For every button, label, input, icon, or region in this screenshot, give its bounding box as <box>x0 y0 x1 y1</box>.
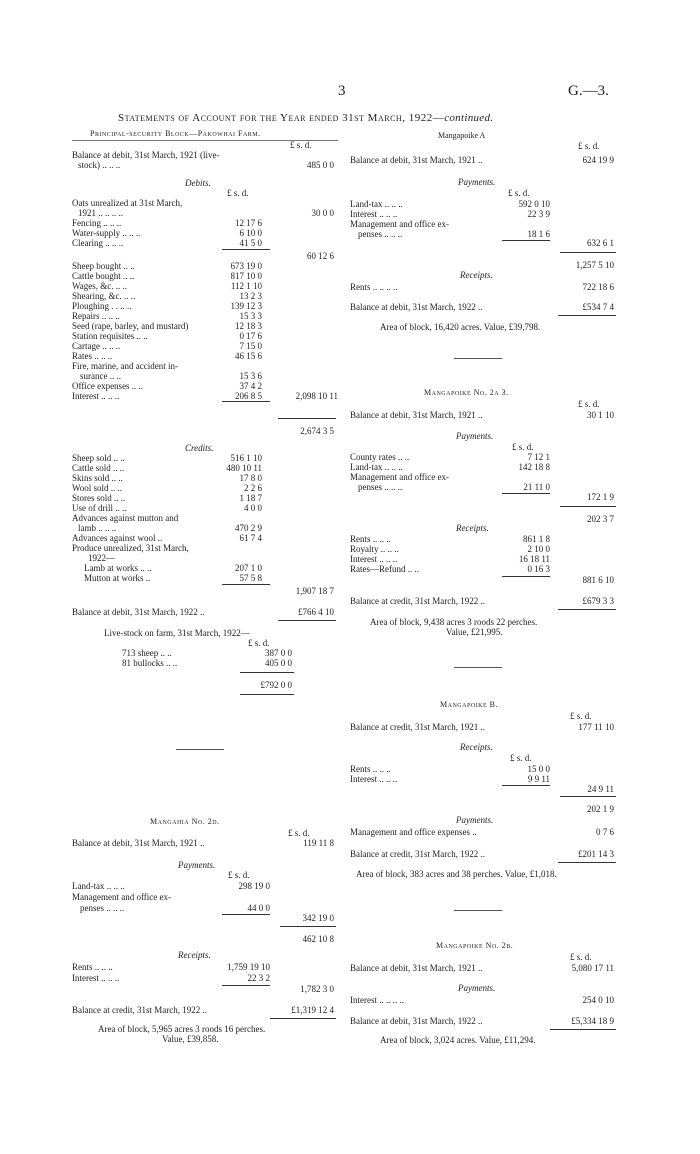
ledger-row <box>72 563 342 573</box>
landtax-amount: 592 0 10 <box>518 199 550 209</box>
ledger-amount: 480 10 11 <box>226 463 262 473</box>
section-separator <box>176 749 224 750</box>
ledger-row <box>72 321 342 331</box>
closing-balance-amount: £679 3 3 <box>582 596 614 606</box>
closing-balance-label: Balance at credit, 31st March, 1922 .. <box>72 1005 207 1015</box>
ledger-row <box>72 553 342 563</box>
payments-heading: Payments. <box>456 815 494 825</box>
ledger-amount: 139 12 3 <box>230 301 262 311</box>
closing-balance-label: Balance at debit, 31st March, 1922 .. <box>72 607 205 617</box>
interest-amount: 22 3 9 <box>527 209 550 219</box>
county-rates-label: County rates .. .. <box>350 452 410 462</box>
payments-heading: Payments. <box>456 431 494 441</box>
ledger-row <box>72 301 342 311</box>
interest-amount: 254 0 10 <box>582 995 614 1005</box>
interest-amount: 22 3 2 <box>247 973 270 983</box>
ledger-amount: 37 4 2 <box>239 381 262 391</box>
opening-balance-label: Balance at debit, 31st March, 1921 .. <box>72 838 205 848</box>
rents-amount: 1,759 19 10 <box>227 962 270 972</box>
ledger-label: Sheep bought .. .. <box>72 261 135 271</box>
area-note: Area of block, 3,024 acres. Value, £11,294. <box>380 1035 536 1045</box>
ledger-row <box>72 261 342 271</box>
livestock-column-headings: £ s. d. <box>248 638 270 648</box>
section-title-mangapoike-2b: Mangapoike No. 2b. <box>436 941 514 950</box>
ledger-row <box>72 238 342 248</box>
ledger-label: Mutton at works .. <box>84 573 151 583</box>
ledger-label: 1922— <box>88 553 115 563</box>
ledger-amount: 470 2 9 <box>235 523 262 533</box>
ledger-label: Water-supply .. .. .. <box>72 228 141 238</box>
livestock-sheep-amount: 387 0 0 <box>265 648 292 658</box>
value-note: Value, £21,995. <box>446 627 503 637</box>
ledger-label: Advances against wool .. <box>72 533 163 543</box>
interest-label: Interest .. .. .. <box>350 774 398 784</box>
ledger-row <box>72 228 342 238</box>
ledger-amount: 673 19 0 <box>230 261 262 271</box>
receipt-items <box>350 534 620 574</box>
opening-balance-label-cont: stock) .. .. .. <box>78 160 121 170</box>
ledger-label: Rents .. .. .. <box>350 534 391 544</box>
opening-balance-amount: 177 11 10 <box>578 722 614 732</box>
ledger-amount: 41 5 0 <box>239 238 262 248</box>
receipts-heading: Receipts. <box>178 950 211 960</box>
subtotal-rule <box>240 672 294 673</box>
closing-balance-label: Balance at debit, 31st March, 1922 .. <box>350 1016 483 1026</box>
ledger-label: Cattle sold .. .. <box>72 463 125 473</box>
ledger-row <box>72 341 342 351</box>
page-title <box>118 113 493 123</box>
ledger-amount: 112 1 10 <box>230 281 262 291</box>
ledger-label: Cattle bought .. .. <box>72 271 135 281</box>
area-note: Area of block, 5,965 acres 3 roods 16 perches. <box>98 1024 266 1034</box>
ledger-row <box>72 361 342 371</box>
livestock-sheep-label: 713 sheep .. .. <box>122 648 172 658</box>
subtotal-rule <box>222 401 270 402</box>
ledger-label: Royalty .. .. .. <box>350 544 399 554</box>
ledger-amount: 15 3 6 <box>239 371 262 381</box>
column-headings: £ s. d. <box>290 140 312 150</box>
interest-label: Interest .. .. .. .. <box>350 995 404 1005</box>
ledger-label: Interest .. .. .. <box>350 554 398 564</box>
ledger-row <box>350 544 620 554</box>
ledger-amount: 15 3 3 <box>239 311 262 321</box>
ledger-row <box>72 463 342 473</box>
ledger-amount: 2 10 0 <box>527 544 550 554</box>
ledger-amount: 516 1 10 <box>230 453 262 463</box>
receipts-column-headings: £ s. d. <box>510 753 532 763</box>
rents-amount: 722 18 6 <box>582 282 614 292</box>
debits-total: 2,098 10 11 <box>295 391 338 401</box>
ledger-row <box>72 271 342 281</box>
landtax-label: Land-tax .. .. .. <box>72 881 125 891</box>
interest-label: Interest .. .. .. <box>350 209 398 219</box>
total-rule <box>278 418 336 419</box>
section-title-mangapoike-a: Mangapoike A <box>438 131 486 140</box>
page-number: 3 <box>338 83 346 99</box>
subtotal-rule <box>222 584 270 585</box>
debits-column-headings: £ s. d. <box>227 188 249 198</box>
ledger-row <box>72 381 342 391</box>
subtotal: 202 1 9 <box>587 804 614 814</box>
rents-label: Rents .. .. .. <box>72 962 113 972</box>
total-rule <box>560 796 616 797</box>
page-title-continued: continued. <box>444 112 494 124</box>
section-separator <box>454 667 502 668</box>
ledger-label: Clearing .. .. .. <box>72 238 124 248</box>
interest-label: Interest .. .. .. <box>72 973 120 983</box>
ledger-row <box>72 453 342 463</box>
ledger-label: Lamb at works .. .. <box>84 563 152 573</box>
ledger-row <box>72 483 342 493</box>
ledger-label: Stores sold .. .. <box>72 493 126 503</box>
subtotal: 202 3 7 <box>587 514 614 524</box>
ledger-amount: 4 0 0 <box>244 503 262 513</box>
closing-balance-amount: £1,319 12 4 <box>291 1005 334 1015</box>
section-separator <box>454 910 502 911</box>
closing-balance-amount: £201 14 3 <box>578 849 614 859</box>
management-amount: 44 0 0 <box>247 903 270 913</box>
ledger-label: Advances against mutton and <box>72 513 179 523</box>
subtotal-rule <box>502 240 550 241</box>
ledger-label: Seed (rape, barley, and mustard) <box>72 321 189 331</box>
management-amount: 0 7 6 <box>596 827 614 837</box>
ledger-label: Wool sold .. .. <box>72 483 123 493</box>
ledger-row <box>72 523 342 533</box>
landtax-label: Land-tax .. .. .. <box>350 199 403 209</box>
closing-balance-label: Balance at credit, 31st March, 1922 .. <box>350 849 485 859</box>
total-rule <box>558 862 616 863</box>
closing-balance-amount: £766 4 10 <box>298 607 334 617</box>
section-title-pakowhai: Principal-security Block—Pakowhai Farm. <box>90 129 261 138</box>
credits-total: 1,907 18 7 <box>295 586 334 596</box>
ledger-amount: 61 7 4 <box>239 533 262 543</box>
column-headings: £ s. d. <box>578 141 600 151</box>
page-title-text: Statements of Account for the Year ended 31st March, 1922— <box>118 112 445 124</box>
section-separator <box>454 358 502 359</box>
receipts-total: 881 6 10 <box>582 575 614 585</box>
landtax-amount: 298 19 0 <box>238 881 270 891</box>
opening-balance-label: Balance at debit, 31st March, 1921 .. <box>350 155 483 165</box>
receipts-total: 1,782 3 0 <box>300 984 334 994</box>
ledger-amount: 12 18 3 <box>235 321 262 331</box>
ledger-label: Sheep sold .. .. <box>72 453 125 463</box>
subtotal-rule <box>222 249 270 250</box>
grand-debits-total: 2,674 3 5 <box>300 426 334 436</box>
ledger-row <box>350 564 620 574</box>
management-amount: 18 1 6 <box>527 229 550 239</box>
ledger-amount: 817 10 0 <box>230 271 262 281</box>
value-note: Value, £39,858. <box>162 1034 219 1044</box>
section-title-mangapoike-2a3: Mangapoike No. 2a 3. <box>424 388 509 397</box>
subtotal-rule <box>222 985 270 986</box>
ledger-row <box>72 331 342 341</box>
area-note: Area of block, 16,420 acres. Value, £39,798. <box>380 322 541 332</box>
ledger-row <box>72 291 342 301</box>
receipts-heading: Receipts. <box>460 270 493 280</box>
ledger-row <box>72 311 342 321</box>
livestock-bullocks-amount: 405 0 0 <box>265 658 292 668</box>
ledger-row <box>72 543 342 553</box>
subtotal-rule <box>502 576 550 577</box>
opening-balance-label: Balance at debit, 31st March, 1921 (live- <box>72 150 220 160</box>
management-label-cont: penses .. .. .. <box>358 482 403 492</box>
total-rule <box>278 620 336 621</box>
management-label: Management and office ex- <box>350 472 450 482</box>
ledger-row <box>72 493 342 503</box>
column-headings: £ s. d. <box>570 711 592 721</box>
rents-label: Rents .. .. .. <box>350 764 391 774</box>
total-rule <box>560 252 616 253</box>
receipts-heading: Receipts. <box>456 523 489 533</box>
section-title-mangapoike-b: Mangapoike B. <box>440 700 498 709</box>
ledger-label: lamb .. .. .. <box>78 523 117 533</box>
subtotal: 1,257 5 10 <box>575 260 614 270</box>
ledger-row <box>72 513 342 523</box>
ledger-amount: 16 18 11 <box>518 554 550 564</box>
payments-heading: Payments. <box>178 860 216 870</box>
ledger-amount: 7 15 0 <box>239 341 262 351</box>
ledger-label: Skins sold .. .. <box>72 473 123 483</box>
ledger-amount: 6 10 0 <box>239 228 262 238</box>
ledger-row <box>72 351 342 361</box>
ledger-amount: 0 17 6 <box>239 331 262 341</box>
ledger-row <box>72 281 342 291</box>
credit-items <box>72 453 342 583</box>
ledger-row <box>72 391 342 401</box>
oats-label-cont: 1921 .. .. .. .. <box>78 208 123 218</box>
credits-heading: Credits. <box>185 443 214 453</box>
ledger-amount: 57 5 8 <box>239 573 262 583</box>
ledger-label: Cartage .. .. .. <box>72 341 121 351</box>
ledger-label: Interest .. .. .. <box>72 391 120 401</box>
ledger-label: Office expenses .. .. <box>72 381 144 391</box>
county-rates-amount: 7 12 1 <box>527 452 550 462</box>
debits-heading: Debits. <box>185 178 211 188</box>
interest-amount: 9 9 11 <box>527 774 550 784</box>
ledger-label: Station requisites .. .. <box>72 331 148 341</box>
management-label: Management and office ex- <box>72 892 172 902</box>
total-rule <box>550 1029 616 1030</box>
subtotal-rule <box>222 914 270 915</box>
closing-balance-amount: £5,334 18 9 <box>571 1016 614 1026</box>
payments-column-headings: £ s. d. <box>512 442 534 452</box>
management-amount: 21 11 0 <box>523 482 550 492</box>
area-note: Area of block, 383 acres and 38 perches. Value, £1,018. <box>356 869 557 879</box>
column-headings: £ s. d. <box>570 952 592 962</box>
rents-amount: 15 0 0 <box>527 764 550 774</box>
total-rule <box>560 506 616 507</box>
total-rule <box>280 926 336 927</box>
total-rule <box>558 609 616 610</box>
document-reference: G.—3. <box>568 83 609 99</box>
livestock-total: £792 0 0 <box>260 680 292 690</box>
total-rule <box>270 1018 336 1019</box>
column-headings: £ s. d. <box>288 828 310 838</box>
landtax-label: Land-tax .. .. .. <box>350 462 403 472</box>
ledger-label: Shearing, &c. .. .. <box>72 291 136 301</box>
closing-balance-label: Balance at credit, 31st March, 1922 .. <box>350 596 485 606</box>
ledger-amount: 2 2 6 <box>244 483 262 493</box>
ledger-label: Wages, &c. .. .. <box>72 281 128 291</box>
closing-balance-label: Balance at debit, 31st March, 1922 .. <box>350 302 483 312</box>
ledger-amount: 0 16 3 <box>527 564 550 574</box>
debit-group-1-total: 60 12 6 <box>307 251 334 261</box>
ledger-amount: 861 1 8 <box>523 534 550 544</box>
opening-balance-amount: 30 1 10 <box>587 410 614 420</box>
payments-total: 632 6 1 <box>587 238 614 248</box>
ledger-amount: 206 8 5 <box>235 391 262 401</box>
subtotal-rule <box>502 785 550 786</box>
oats-label: Oats unrealized at 31st March, <box>72 198 183 208</box>
ledger-label: Rates—Refund .. .. <box>350 564 419 574</box>
management-label: Management and office expenses .. <box>350 827 477 837</box>
ledger-label: Repairs .. .. .. <box>72 311 120 321</box>
livestock-heading: Live-stock on farm, 31st March, 1922— <box>104 628 250 638</box>
payments-total: 172 1 9 <box>587 492 614 502</box>
opening-balance-amount: 119 11 8 <box>303 838 334 848</box>
total-rule <box>558 315 616 316</box>
subtotal: 462 10 8 <box>302 934 334 944</box>
ledger-amount: 1 18 7 <box>239 493 262 503</box>
opening-balance-label: Balance at debit, 31st March, 1921 .. <box>350 963 483 973</box>
ledger-row <box>72 503 342 513</box>
ledger-row <box>72 371 342 381</box>
ledger-row <box>350 554 620 564</box>
opening-balance-amount: 624 19 9 <box>582 155 614 165</box>
debit-items-group-1 <box>72 218 342 248</box>
opening-balance-label: Balance at credit, 31st March, 1921 .. <box>350 722 485 732</box>
closing-balance-amount: £534 7 4 <box>582 302 614 312</box>
area-note: Area of block, 9,438 acres 3 roods 22 perches. <box>370 617 538 627</box>
ledger-row <box>72 573 342 583</box>
ledger-row <box>72 533 342 543</box>
column-headings: £ s. d. <box>578 399 600 409</box>
landtax-amount: 142 18 8 <box>518 462 550 472</box>
payments-total: 342 19 0 <box>302 913 334 923</box>
oats-amount: 30 0 0 <box>311 208 334 218</box>
ledger-amount: 207 1 0 <box>235 563 262 573</box>
opening-balance-amount: 485 0 0 <box>307 160 334 170</box>
ledger-amount: 13 2 3 <box>239 291 262 301</box>
ledger-row <box>72 218 342 228</box>
livestock-bullocks-label: 81 bullocks .. .. <box>122 658 178 668</box>
opening-balance-amount: 5,080 17 11 <box>571 963 614 973</box>
ledger-row <box>350 534 620 544</box>
ledger-label: Fencing .. .. .. <box>72 218 122 228</box>
ledger-label: Produce unrealized, 31st March, <box>72 543 189 553</box>
ledger-label: Rates .. .. .. <box>72 351 113 361</box>
payments-column-headings: £ s. d. <box>228 870 250 880</box>
ledger-amount: 17 8 0 <box>239 473 262 483</box>
ledger-label: Fire, marine, and accident in- <box>72 361 178 371</box>
total-rule <box>240 694 294 695</box>
ledger-row <box>72 473 342 483</box>
receipts-heading: Receipts. <box>460 742 493 752</box>
ledger-label: surance .. .. <box>80 371 121 381</box>
management-label: Management and office ex- <box>350 219 450 229</box>
debit-items-group-2 <box>72 261 342 401</box>
ledger-label: Ploughing . . .. .. <box>72 301 132 311</box>
management-label-cont: penses .. .. .. <box>80 903 125 913</box>
subtotal-rule <box>502 493 550 494</box>
receipts-total: 24 9 11 <box>587 784 614 794</box>
payments-column-headings: £ s. d. <box>508 188 530 198</box>
section-title-mangahia: Mangahia No. 2d. <box>150 817 220 826</box>
payments-heading: Payments. <box>458 177 496 187</box>
payments-heading: Payments. <box>458 983 496 993</box>
ledger-amount: 12 17 6 <box>235 218 262 228</box>
management-label-cont: penses .. .. .. <box>358 229 403 239</box>
opening-balance-label: Balance at debit, 31st March, 1921 .. <box>350 410 483 420</box>
ledger-label: Use of drill .. .. <box>72 503 127 513</box>
ledger-amount: 46 15 6 <box>235 351 262 361</box>
rents-label: Rents .. .. .. .. <box>350 282 398 292</box>
